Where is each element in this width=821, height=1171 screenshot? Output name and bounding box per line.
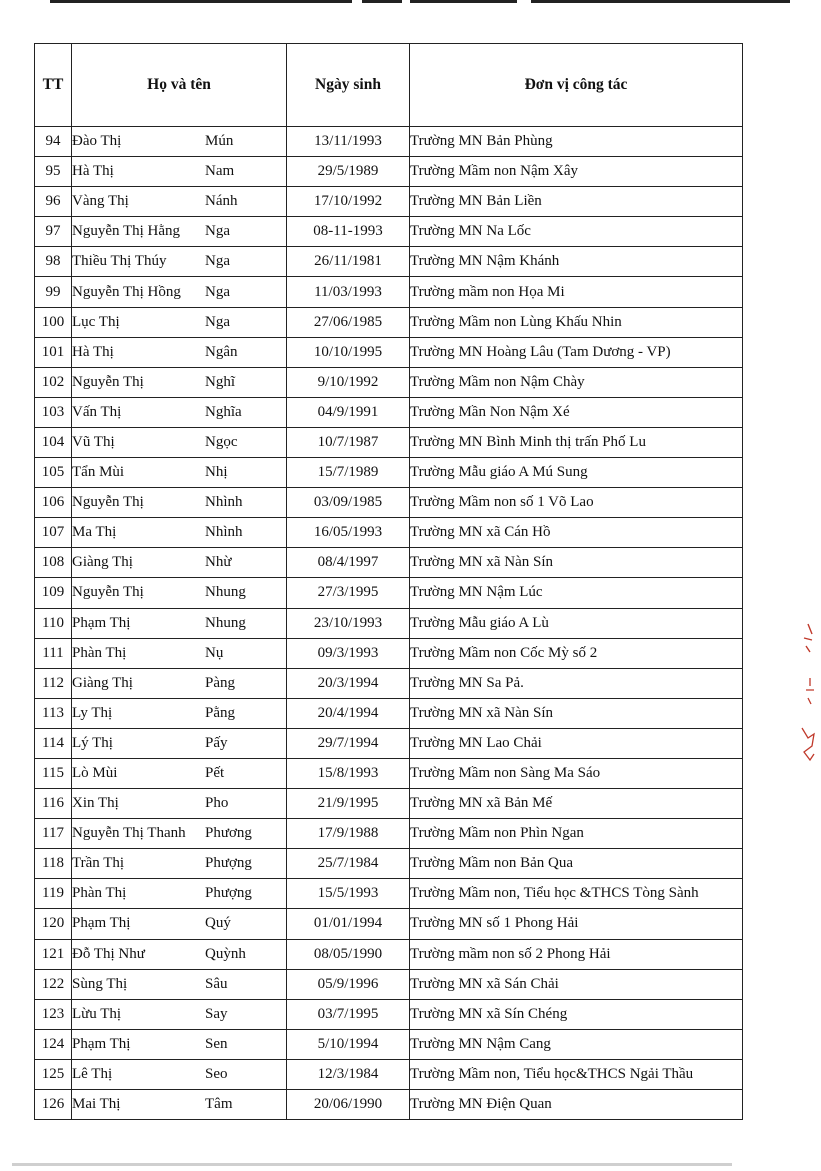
table-row [35, 728, 743, 758]
row-given-name: Pết [205, 765, 225, 782]
row-full-name [72, 157, 287, 187]
row-workplace: Trường Mầm non Sàng Ma Sáo [410, 758, 743, 788]
table-row [35, 849, 743, 879]
row-full-name [72, 728, 287, 758]
top-edge-line [50, 0, 790, 3]
row-birth-date: 11/03/1993 [287, 277, 410, 307]
row-surname: Sùng Thị [72, 975, 128, 992]
header-unit: Đơn vị công tác [410, 44, 743, 127]
table-row [35, 488, 743, 518]
row-birth-date: 26/11/1981 [287, 247, 410, 277]
row-surname: Giàng Thị [72, 674, 133, 691]
row-number: 119 [35, 879, 72, 909]
row-number: 97 [35, 217, 72, 247]
row-surname: Lò Mùi [72, 765, 118, 782]
bottom-edge-line [12, 1163, 732, 1166]
row-full-name [72, 397, 287, 427]
row-full-name [72, 909, 287, 939]
row-birth-date: 23/10/1993 [287, 608, 410, 638]
row-workplace: Trường Mẫu giáo A Lù [410, 608, 743, 638]
row-given-name: Phượng [205, 855, 252, 872]
row-number: 113 [35, 698, 72, 728]
row-number: 122 [35, 969, 72, 999]
row-workplace: Trường MN Nậm Cang [410, 1029, 743, 1059]
row-birth-date: 04/9/1991 [287, 397, 410, 427]
row-number: 100 [35, 307, 72, 337]
row-given-name: Nụ [205, 644, 224, 661]
row-surname: Phạm Thị [72, 614, 131, 631]
table-row [35, 608, 743, 638]
table-row [35, 458, 743, 488]
row-surname: Nguyễn Thị [72, 584, 144, 601]
header-tt: TT [35, 44, 72, 127]
row-full-name [72, 999, 287, 1029]
row-full-name [72, 849, 287, 879]
row-workplace: Trường MN Bản Phùng [410, 127, 743, 157]
table-row [35, 909, 743, 939]
row-workplace: Trường MN số 1 Phong Hải [410, 909, 743, 939]
table-row [35, 879, 743, 909]
row-surname: Hà Thị [72, 343, 114, 360]
row-surname: Vũ Thị [72, 433, 115, 450]
row-surname: Vấn Thị [72, 403, 122, 420]
row-full-name [72, 939, 287, 969]
row-birth-date: 03/7/1995 [287, 999, 410, 1029]
row-birth-date: 29/5/1989 [287, 157, 410, 187]
row-number: 121 [35, 939, 72, 969]
row-birth-date: 20/3/1994 [287, 668, 410, 698]
table-row [35, 367, 743, 397]
row-full-name [72, 518, 287, 548]
row-birth-date: 16/05/1993 [287, 518, 410, 548]
row-number: 103 [35, 397, 72, 427]
row-number: 118 [35, 849, 72, 879]
row-given-name: Ngọc [205, 433, 238, 450]
row-surname: Phạm Thị [72, 915, 131, 932]
row-full-name [72, 427, 287, 457]
row-workplace: Trường MN xã Bản Mế [410, 789, 743, 819]
row-number: 99 [35, 277, 72, 307]
row-surname: Tẩn Mùi [72, 464, 125, 481]
row-given-name: Nga [205, 313, 230, 330]
row-given-name: Sen [205, 1035, 228, 1052]
table-row [35, 187, 743, 217]
row-workplace: Trường MN Nậm Khánh [410, 247, 743, 277]
row-surname: Hà Thị [72, 163, 114, 180]
row-workplace: Trường Mầm non số 1 Võ Lao [410, 488, 743, 518]
row-birth-date: 03/09/1985 [287, 488, 410, 518]
row-surname: Nguyễn Thị Thanh [72, 825, 186, 842]
row-surname: Lục Thị [72, 313, 120, 330]
row-birth-date: 08/05/1990 [287, 939, 410, 969]
table-row [35, 819, 743, 849]
row-full-name [72, 247, 287, 277]
stamp-icon [796, 618, 820, 798]
row-full-name [72, 879, 287, 909]
row-surname: Nguyễn Thị Hằng [72, 223, 181, 240]
row-birth-date: 01/01/1994 [287, 909, 410, 939]
row-workplace: Trường MN Bản Liền [410, 187, 743, 217]
table-row [35, 698, 743, 728]
row-workplace: Trường MN Sa Pả. [410, 668, 743, 698]
row-birth-date: 08-11-1993 [287, 217, 410, 247]
table-row [35, 1090, 743, 1120]
row-workplace: Trường MN xã Sín Chéng [410, 999, 743, 1029]
red-stamp-mark [796, 618, 820, 798]
row-birth-date: 10/7/1987 [287, 427, 410, 457]
row-given-name: Nánh [205, 193, 238, 210]
row-workplace: Trường Mầm non Nậm Xây [410, 157, 743, 187]
row-number: 124 [35, 1029, 72, 1059]
row-birth-date: 29/7/1994 [287, 728, 410, 758]
row-number: 105 [35, 458, 72, 488]
table-row [35, 758, 743, 788]
row-number: 101 [35, 337, 72, 367]
table-row [35, 217, 743, 247]
row-birth-date: 9/10/1992 [287, 367, 410, 397]
row-given-name: Say [205, 1005, 228, 1022]
table-row [35, 247, 743, 277]
row-number: 104 [35, 427, 72, 457]
row-given-name: Nga [205, 283, 230, 300]
header-name: Họ và tên [72, 44, 287, 127]
row-full-name [72, 969, 287, 999]
row-given-name: Nghĩa [205, 403, 242, 420]
row-number: 115 [35, 758, 72, 788]
row-surname: Ma Thị [72, 524, 117, 541]
table-row [35, 397, 743, 427]
row-given-name: Sâu [205, 975, 228, 992]
row-workplace: Trường MN Nậm Lúc [410, 578, 743, 608]
row-full-name [72, 337, 287, 367]
table-row [35, 518, 743, 548]
row-surname: Ly Thị [72, 704, 113, 721]
table-row [35, 337, 743, 367]
row-number: 123 [35, 999, 72, 1029]
row-given-name: Tâm [205, 1096, 233, 1113]
row-full-name [72, 488, 287, 518]
row-full-name [72, 187, 287, 217]
row-given-name: Nhung [205, 584, 246, 601]
row-workplace: Trường MN Bình Minh thị trấn Phố Lu [410, 427, 743, 457]
row-full-name [72, 367, 287, 397]
row-number: 94 [35, 127, 72, 157]
row-birth-date: 20/4/1994 [287, 698, 410, 728]
row-full-name [72, 1029, 287, 1059]
row-given-name: Nga [205, 223, 230, 240]
row-surname: Mai Thị [72, 1096, 121, 1113]
row-given-name: Pàng [205, 674, 235, 691]
row-full-name [72, 1090, 287, 1120]
row-birth-date: 20/06/1990 [287, 1090, 410, 1120]
row-number: 111 [35, 638, 72, 668]
row-workplace: Trường MN xã Cán Hồ [410, 518, 743, 548]
row-workplace: Trường Mầm non, Tiểu học&THCS Ngải Thầu [410, 1059, 743, 1089]
row-birth-date: 13/11/1993 [287, 127, 410, 157]
row-number: 110 [35, 608, 72, 638]
row-number: 102 [35, 367, 72, 397]
row-surname: Thiều Thị Thúy [72, 253, 167, 270]
row-given-name: Pấy [205, 734, 228, 751]
row-full-name [72, 758, 287, 788]
table-row [35, 127, 743, 157]
row-birth-date: 15/7/1989 [287, 458, 410, 488]
row-workplace: Trường Mầm non, Tiểu học &THCS Tòng Sành [410, 879, 743, 909]
table-row [35, 578, 743, 608]
row-surname: Vàng Thị [72, 193, 129, 210]
row-birth-date: 27/3/1995 [287, 578, 410, 608]
row-given-name: Nam [205, 163, 235, 180]
row-full-name [72, 578, 287, 608]
row-given-name: Mún [205, 133, 234, 150]
row-number: 112 [35, 668, 72, 698]
row-number: 116 [35, 789, 72, 819]
row-workplace: Trường MN Hoàng Lâu (Tam Dương - VP) [410, 337, 743, 367]
row-birth-date: 5/10/1994 [287, 1029, 410, 1059]
row-workplace: Trường MN Lao Chải [410, 728, 743, 758]
row-full-name [72, 217, 287, 247]
row-given-name: Nhình [205, 494, 243, 511]
row-surname: Giàng Thị [72, 554, 133, 571]
header-dob: Ngày sinh [287, 44, 410, 127]
row-workplace: Trường Mầm non Lùng Khấu Nhin [410, 307, 743, 337]
row-number: 96 [35, 187, 72, 217]
row-full-name [72, 819, 287, 849]
table-header-row [35, 44, 743, 127]
row-number: 126 [35, 1090, 72, 1120]
top-edge-gap [517, 0, 531, 4]
row-full-name [72, 548, 287, 578]
row-birth-date: 10/10/1995 [287, 337, 410, 367]
row-surname: Phàn Thị [72, 644, 127, 661]
row-given-name: Pằng [205, 704, 235, 721]
row-workplace: Trường Mầm non Cốc Mỳ số 2 [410, 638, 743, 668]
table-row [35, 277, 743, 307]
row-full-name [72, 127, 287, 157]
row-surname: Lừu Thị [72, 1005, 122, 1022]
row-surname: Nguyễn Thị [72, 373, 144, 390]
table-row [35, 999, 743, 1029]
row-full-name [72, 277, 287, 307]
table-row [35, 157, 743, 187]
row-workplace: Trường MN xã Sán Chải [410, 969, 743, 999]
row-full-name [72, 789, 287, 819]
row-full-name [72, 608, 287, 638]
row-given-name: Nga [205, 253, 230, 270]
table-row [35, 548, 743, 578]
row-number: 98 [35, 247, 72, 277]
row-surname: Lý Thị [72, 734, 113, 751]
row-workplace: Trường MN xã Nàn Sín [410, 698, 743, 728]
row-birth-date: 25/7/1984 [287, 849, 410, 879]
row-given-name: Nghĩ [205, 373, 235, 390]
row-birth-date: 05/9/1996 [287, 969, 410, 999]
table-row [35, 939, 743, 969]
row-number: 109 [35, 578, 72, 608]
row-surname: Đỗ Thị Như [72, 945, 145, 962]
row-full-name [72, 698, 287, 728]
row-given-name: Quỳnh [205, 945, 246, 962]
row-number: 120 [35, 909, 72, 939]
row-workplace: Trường Mầm non Phìn Ngan [410, 819, 743, 849]
roster-table [34, 43, 743, 1120]
row-birth-date: 15/5/1993 [287, 879, 410, 909]
row-surname: Nguyễn Thị [72, 494, 144, 511]
row-given-name: Quý [205, 915, 231, 932]
row-given-name: Seo [205, 1065, 228, 1082]
row-full-name [72, 668, 287, 698]
row-surname: Đào Thị [72, 133, 122, 150]
row-given-name: Nhừ [205, 554, 232, 571]
row-given-name: Pho [205, 795, 229, 812]
row-number: 125 [35, 1059, 72, 1089]
row-given-name: Ngân [205, 343, 238, 360]
top-edge-gap [352, 0, 362, 4]
row-full-name [72, 1059, 287, 1089]
row-surname: Xin Thị [72, 795, 119, 812]
row-workplace: Trường Mẫu giáo A Mú Sung [410, 458, 743, 488]
table-row [35, 1029, 743, 1059]
row-number: 95 [35, 157, 72, 187]
row-given-name: Nhung [205, 614, 246, 631]
row-birth-date: 09/3/1993 [287, 638, 410, 668]
row-birth-date: 12/3/1984 [287, 1059, 410, 1089]
row-surname: Trần Thị [72, 855, 125, 872]
row-birth-date: 08/4/1997 [287, 548, 410, 578]
row-full-name [72, 307, 287, 337]
row-number: 117 [35, 819, 72, 849]
row-birth-date: 17/9/1988 [287, 819, 410, 849]
row-surname: Lê Thị [72, 1065, 113, 1082]
row-number: 108 [35, 548, 72, 578]
top-edge-gap [402, 0, 410, 4]
row-surname: Phạm Thị [72, 1035, 131, 1052]
table-row [35, 307, 743, 337]
row-given-name: Phượng [205, 885, 252, 902]
row-workplace: Trường Mầm non Nậm Chày [410, 367, 743, 397]
row-surname: Nguyễn Thị Hồng [72, 283, 181, 300]
row-birth-date: 21/9/1995 [287, 789, 410, 819]
table-body [35, 127, 743, 1120]
table-row [35, 427, 743, 457]
row-given-name: Nhình [205, 524, 243, 541]
row-workplace: Trường mầm non số 2 Phong Hải [410, 939, 743, 969]
row-surname: Phàn Thị [72, 885, 127, 902]
row-number: 106 [35, 488, 72, 518]
row-workplace: Trường MN Điện Quan [410, 1090, 743, 1120]
row-full-name [72, 638, 287, 668]
row-workplace: Trường mầm non Họa Mi [410, 277, 743, 307]
table-row [35, 1059, 743, 1089]
row-birth-date: 17/10/1992 [287, 187, 410, 217]
row-workplace: Trường Mầm non Bản Qua [410, 849, 743, 879]
row-workplace: Trường Mần Non Nậm Xé [410, 397, 743, 427]
row-given-name: Nhị [205, 464, 228, 481]
row-workplace: Trường MN xã Nàn Sín [410, 548, 743, 578]
row-birth-date: 27/06/1985 [287, 307, 410, 337]
row-number: 107 [35, 518, 72, 548]
row-given-name: Phương [205, 825, 252, 842]
table-row [35, 638, 743, 668]
row-number: 114 [35, 728, 72, 758]
table-row [35, 969, 743, 999]
table-row [35, 668, 743, 698]
row-full-name [72, 458, 287, 488]
table-row [35, 789, 743, 819]
row-workplace: Trường MN Na Lốc [410, 217, 743, 247]
row-birth-date: 15/8/1993 [287, 758, 410, 788]
